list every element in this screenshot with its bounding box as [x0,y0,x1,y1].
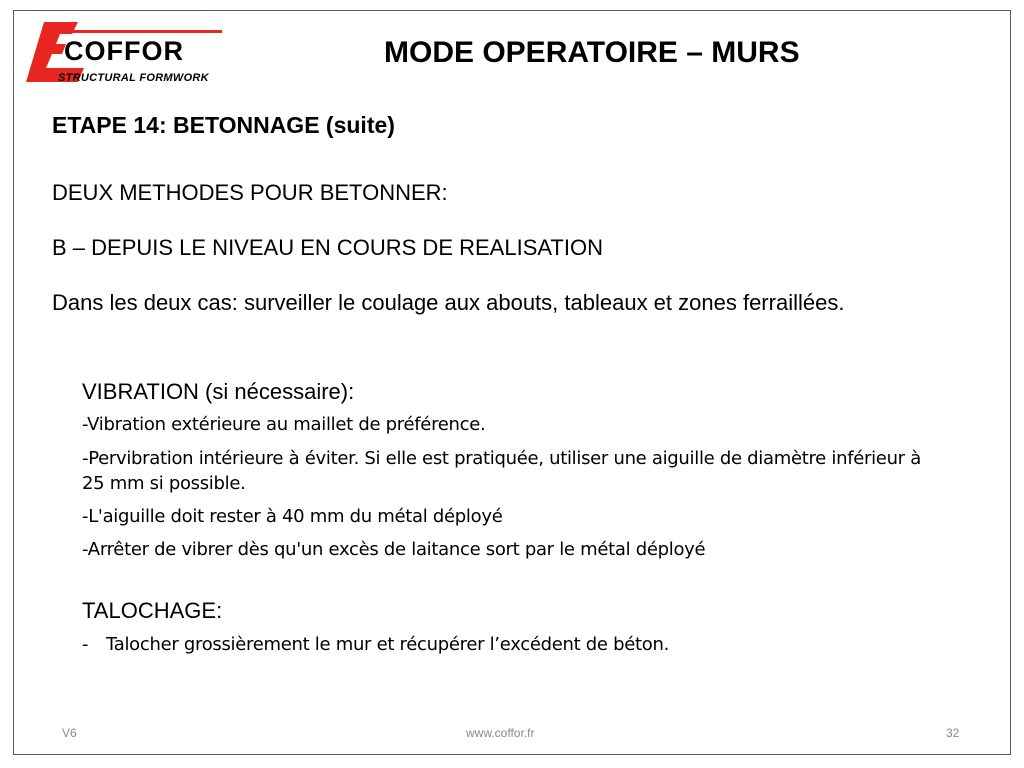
talochage-heading: TALOCHAGE: [82,598,223,623]
vibration-heading: VIBRATION (si nécessaire): [82,379,355,404]
list-item: -Pervibration intérieure à éviter. Si elle est pratiquée, utiliser une aiguille de diamètre inférieur à 25 mm si possible. [82,448,921,494]
step-heading: ETAPE 14: BETONNAGE (suite) [52,112,395,138]
list-item: -L'aiguille doit rester à 40 mm du métal déployé [82,506,503,527]
talochage-text: Talocher grossièrement le mur et récupérer l’excédent de béton. [106,634,670,655]
paragraph-method-b: B – DEPUIS LE NIVEAU EN COURS DE REALISATION [52,235,603,260]
list-item: -Vibration extérieure au maillet de préférence. [82,414,486,435]
list-item [82,632,669,657]
list-item: -Arrêter de vibrer dès qu'un excès de laitance sort par le métal déployé [82,539,706,560]
logo-name: COFFOR [64,36,184,66]
footer-website: www.coffor.fr [466,726,535,740]
footer-page-number: 32 [946,726,960,740]
paragraph-both-cases: Dans les deux cas: surveiller le coulage aux abouts, tableaux et zones ferraillées. [52,290,845,315]
footer-version: V6 [62,726,77,740]
paragraph-methods: DEUX METHODES POUR BETONNER: [52,180,448,205]
page-title: MODE OPERATOIRE – MURS [384,36,800,69]
logo-tagline: STRUCTURAL FORMWORK [58,72,209,84]
bullet-dash: - [82,634,89,655]
